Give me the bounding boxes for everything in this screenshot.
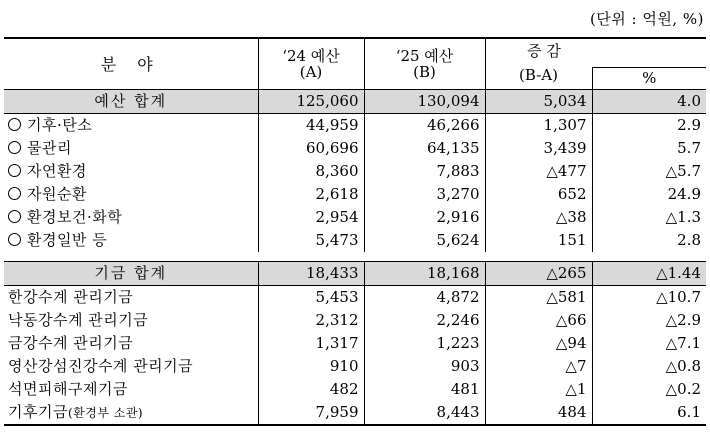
row-pct: △2.9 xyxy=(592,309,706,332)
row-a: 5,453 xyxy=(258,286,364,310)
table-header xyxy=(4,38,706,90)
row-label-note: (환경부 소관) xyxy=(67,405,144,420)
fund-total-diff: △265 xyxy=(485,262,592,286)
row-a: 482 xyxy=(258,378,364,401)
table-row xyxy=(4,206,706,229)
table-row xyxy=(4,332,706,355)
row-diff: △66 xyxy=(485,309,592,332)
row-diff: △1 xyxy=(485,378,592,401)
row-pct: △0.8 xyxy=(592,355,706,378)
circle-bullet-icon xyxy=(8,233,21,246)
section-gap xyxy=(4,252,706,262)
table-row xyxy=(4,229,706,252)
row-pct: 5.7 xyxy=(592,137,706,160)
unit-note: (단위 : 억원, %) xyxy=(589,10,704,28)
header-change: 증 감 xyxy=(485,38,706,68)
row-label: 금강수계 관리기금 xyxy=(8,334,134,352)
fund-total-label: 기금 합계 xyxy=(4,262,258,286)
fund-total-row xyxy=(4,262,706,286)
table-row xyxy=(4,378,706,401)
row-label: 물관리 xyxy=(27,139,72,157)
row-a: 910 xyxy=(258,355,364,378)
row-label: 환경일반 등 xyxy=(27,231,108,249)
row-label: 자원순환 xyxy=(27,185,87,203)
table-row xyxy=(4,355,706,378)
row-label: 자연환경 xyxy=(27,162,87,180)
budget-total-diff: 5,034 xyxy=(485,90,592,114)
budget-total-b: 130,094 xyxy=(364,90,485,114)
row-b: 64,135 xyxy=(364,137,485,160)
budget-table xyxy=(4,37,706,426)
fund-section xyxy=(4,262,706,426)
budget-total-label: 예산 합계 xyxy=(4,90,258,114)
row-diff: △581 xyxy=(485,286,592,310)
row-a: 7,959 xyxy=(258,401,364,425)
table-row xyxy=(4,183,706,206)
table-row xyxy=(4,401,706,425)
row-b: 46,266 xyxy=(364,114,485,138)
fund-total-b: 18,168 xyxy=(364,262,485,286)
row-diff: 484 xyxy=(485,401,592,425)
row-pct: 24.9 xyxy=(592,183,706,206)
row-b: 4,872 xyxy=(364,286,485,310)
row-label: 낙동강수계 관리기금 xyxy=(8,311,149,329)
row-b: 903 xyxy=(364,355,485,378)
row-diff: 1,307 xyxy=(485,114,592,138)
row-pct: △1.3 xyxy=(592,206,706,229)
header-2024-budget: ‘24 예산 (A) xyxy=(258,38,364,90)
row-diff: △477 xyxy=(485,160,592,183)
row-pct: △10.7 xyxy=(592,286,706,310)
row-pct: 2.8 xyxy=(592,229,706,252)
row-a: 1,317 xyxy=(258,332,364,355)
row-a: 44,959 xyxy=(258,114,364,138)
row-pct: △5.7 xyxy=(592,160,706,183)
table-row xyxy=(4,114,706,138)
row-b: 7,883 xyxy=(364,160,485,183)
row-a: 2,618 xyxy=(258,183,364,206)
row-a: 60,696 xyxy=(258,137,364,160)
row-label: 기후기금 xyxy=(8,402,68,421)
row-diff: 151 xyxy=(485,229,592,252)
row-b: 2,916 xyxy=(364,206,485,229)
row-pct: 2.9 xyxy=(592,114,706,138)
row-a: 8,360 xyxy=(258,160,364,183)
row-b: 1,223 xyxy=(364,332,485,355)
row-b: 3,270 xyxy=(364,183,485,206)
row-diff: 652 xyxy=(485,183,592,206)
row-diff: △38 xyxy=(485,206,592,229)
table-row xyxy=(4,137,706,160)
row-diff: △94 xyxy=(485,332,592,355)
table-row xyxy=(4,309,706,332)
row-pct: △0.2 xyxy=(592,378,706,401)
budget-total-a: 125,060 xyxy=(258,90,364,114)
header-field: 분 야 xyxy=(4,38,258,90)
circle-bullet-icon xyxy=(8,210,21,223)
row-label: 기후·탄소 xyxy=(27,116,93,134)
row-label: 석면피해구제기금 xyxy=(8,380,128,398)
row-b: 5,624 xyxy=(364,229,485,252)
circle-bullet-icon xyxy=(8,187,21,200)
fund-total-a: 18,433 xyxy=(258,262,364,286)
row-label: 한강수계 관리기금 xyxy=(8,288,134,306)
row-a: 2,954 xyxy=(258,206,364,229)
row-b: 481 xyxy=(364,378,485,401)
budget-total-pct: 4.0 xyxy=(592,90,706,114)
row-label: 영산강섬진강수계 관리기금 xyxy=(8,357,194,375)
row-b: 2,246 xyxy=(364,309,485,332)
budget-section xyxy=(4,90,706,262)
header-change-amount: (B-A) xyxy=(485,68,592,90)
header-percent: % xyxy=(592,68,706,90)
header-2025-budget: ‘25 예산 (B) xyxy=(364,38,485,90)
circle-bullet-icon xyxy=(8,141,21,154)
table-row xyxy=(4,286,706,310)
row-diff: 3,439 xyxy=(485,137,592,160)
row-a: 2,312 xyxy=(258,309,364,332)
budget-total-row xyxy=(4,90,706,114)
fund-total-pct: △1.44 xyxy=(592,262,706,286)
circle-bullet-icon xyxy=(8,118,21,131)
table-row xyxy=(4,160,706,183)
row-b: 8,443 xyxy=(364,401,485,425)
row-a: 5,473 xyxy=(258,229,364,252)
row-pct: △7.1 xyxy=(592,332,706,355)
row-diff: △7 xyxy=(485,355,592,378)
row-pct: 6.1 xyxy=(592,401,706,425)
circle-bullet-icon xyxy=(8,164,21,177)
row-label: 환경보건·화학 xyxy=(27,208,123,226)
